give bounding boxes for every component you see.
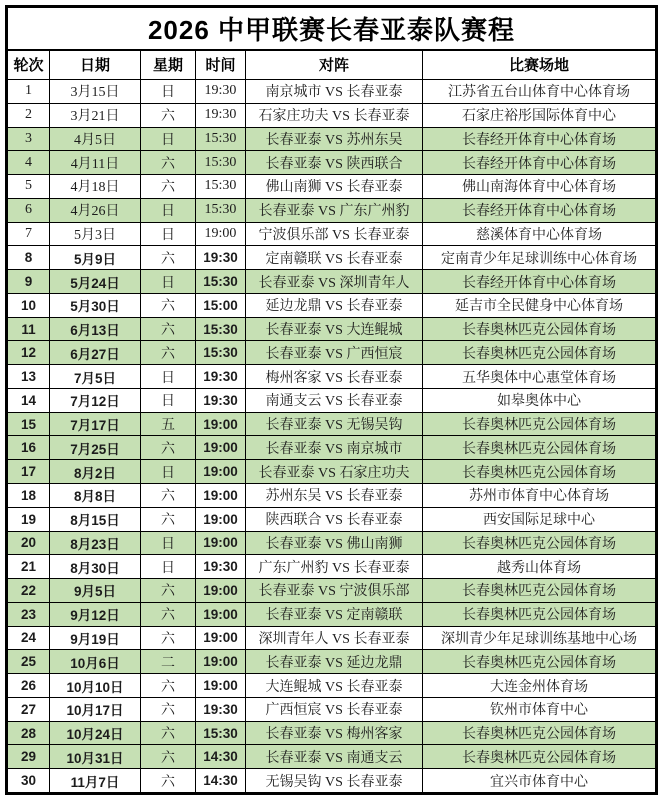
- column-header-time: 时间: [196, 50, 246, 80]
- venue-cell: 越秀山体育场: [423, 555, 656, 579]
- matchup-cell: 长春亚泰 VS 宁波俱乐部: [246, 579, 423, 603]
- date-cell: 7月5日: [50, 365, 141, 389]
- table-row: [8, 388, 656, 412]
- round-cell: 28: [8, 721, 50, 745]
- table-row: [8, 198, 656, 222]
- date-cell: 10月31日: [50, 745, 141, 769]
- matchup-cell: 定南赣联 VS 长春亚泰: [246, 246, 423, 270]
- time-cell: 19:00: [196, 460, 246, 484]
- column-header-matchup: 对阵: [246, 50, 423, 80]
- table-row: [8, 460, 656, 484]
- table-row: [8, 222, 656, 246]
- round-cell: 16: [8, 436, 50, 460]
- table-row: [8, 270, 656, 294]
- matchup-cell: 无锡吴钩 VS 长春亚泰: [246, 769, 423, 793]
- header-row: [8, 50, 656, 80]
- round-cell: 15: [8, 412, 50, 436]
- round-cell: 30: [8, 769, 50, 793]
- schedule-sheet: [5, 5, 658, 795]
- date-cell: 5月24日: [50, 270, 141, 294]
- venue-cell: 石家庄裕彤国际体育中心: [423, 103, 656, 127]
- venue-cell: 长春经开体育中心体育场: [423, 151, 656, 175]
- matchup-cell: 长春亚泰 VS 南通支云: [246, 745, 423, 769]
- round-cell: 5: [8, 175, 50, 199]
- venue-cell: 长春奥林匹克公园体育场: [423, 531, 656, 555]
- time-cell: 19:00: [196, 602, 246, 626]
- weekday-cell: 日: [141, 80, 196, 104]
- matchup-cell: 长春亚泰 VS 广西恒宸: [246, 341, 423, 365]
- matchup-cell: 长春亚泰 VS 广东广州豹: [246, 198, 423, 222]
- round-cell: 18: [8, 484, 50, 508]
- table-row: [8, 103, 656, 127]
- date-cell: 8月15日: [50, 507, 141, 531]
- weekday-cell: 日: [141, 531, 196, 555]
- round-cell: 1: [8, 80, 50, 104]
- round-cell: 2: [8, 103, 50, 127]
- time-cell: 19:30: [196, 388, 246, 412]
- weekday-cell: 日: [141, 127, 196, 151]
- time-cell: 15:30: [196, 341, 246, 365]
- weekday-cell: 六: [141, 436, 196, 460]
- weekday-cell: 六: [141, 175, 196, 199]
- weekday-cell: 日: [141, 555, 196, 579]
- date-cell: 8月23日: [50, 531, 141, 555]
- round-cell: 6: [8, 198, 50, 222]
- weekday-cell: 六: [141, 317, 196, 341]
- table-row: [8, 507, 656, 531]
- weekday-cell: 六: [141, 484, 196, 508]
- time-cell: 19:00: [196, 674, 246, 698]
- venue-cell: 长春奥林匹克公园体育场: [423, 317, 656, 341]
- venue-cell: 西安国际足球中心: [423, 507, 656, 531]
- matchup-cell: 长春亚泰 VS 定南赣联: [246, 602, 423, 626]
- time-cell: 19:00: [196, 222, 246, 246]
- round-cell: 24: [8, 626, 50, 650]
- schedule-table: [7, 7, 656, 793]
- table-row: [8, 293, 656, 317]
- column-header-date: 日期: [50, 50, 141, 80]
- round-cell: 20: [8, 531, 50, 555]
- date-cell: 9月12日: [50, 602, 141, 626]
- round-cell: 23: [8, 602, 50, 626]
- matchup-cell: 长春亚泰 VS 佛山南狮: [246, 531, 423, 555]
- weekday-cell: 六: [141, 293, 196, 317]
- venue-cell: 慈溪体育中心体育场: [423, 222, 656, 246]
- round-cell: 9: [8, 270, 50, 294]
- time-cell: 19:30: [196, 246, 246, 270]
- table-row: [8, 602, 656, 626]
- time-cell: 15:30: [196, 175, 246, 199]
- time-cell: 15:30: [196, 721, 246, 745]
- time-cell: 19:00: [196, 507, 246, 531]
- round-cell: 14: [8, 388, 50, 412]
- weekday-cell: 日: [141, 270, 196, 294]
- table-row: [8, 721, 656, 745]
- matchup-cell: 苏州东吴 VS 长春亚泰: [246, 484, 423, 508]
- weekday-cell: 二: [141, 650, 196, 674]
- table-row: [8, 745, 656, 769]
- time-cell: 15:30: [196, 270, 246, 294]
- round-cell: 27: [8, 697, 50, 721]
- matchup-cell: 南通支云 VS 长春亚泰: [246, 388, 423, 412]
- date-cell: 11月7日: [50, 769, 141, 793]
- time-cell: 14:30: [196, 769, 246, 793]
- matchup-cell: 深圳青年人 VS 长春亚泰: [246, 626, 423, 650]
- time-cell: 19:00: [196, 531, 246, 555]
- time-cell: 14:30: [196, 745, 246, 769]
- column-header-round: 轮次: [8, 50, 50, 80]
- matchup-cell: 广西恒宸 VS 长春亚泰: [246, 697, 423, 721]
- date-cell: 5月9日: [50, 246, 141, 270]
- weekday-cell: 六: [141, 507, 196, 531]
- venue-cell: 长春经开体育中心体育场: [423, 270, 656, 294]
- round-cell: 25: [8, 650, 50, 674]
- table-row: [8, 412, 656, 436]
- date-cell: 9月19日: [50, 626, 141, 650]
- date-cell: 4月26日: [50, 198, 141, 222]
- matchup-cell: 梅州客家 VS 长春亚泰: [246, 365, 423, 389]
- venue-cell: 大连金州体育场: [423, 674, 656, 698]
- weekday-cell: 六: [141, 697, 196, 721]
- matchup-cell: 长春亚泰 VS 延边龙鼎: [246, 650, 423, 674]
- time-cell: 15:00: [196, 293, 246, 317]
- table-row: [8, 365, 656, 389]
- time-cell: 19:00: [196, 650, 246, 674]
- page-title: 2026 中甲联赛长春亚泰队赛程: [8, 8, 656, 50]
- weekday-cell: 日: [141, 365, 196, 389]
- venue-cell: 宜兴市体育中心: [423, 769, 656, 793]
- venue-cell: 长春奥林匹克公园体育场: [423, 650, 656, 674]
- date-cell: 6月13日: [50, 317, 141, 341]
- date-cell: 5月3日: [50, 222, 141, 246]
- date-cell: 9月5日: [50, 579, 141, 603]
- weekday-cell: 六: [141, 745, 196, 769]
- weekday-cell: 六: [141, 626, 196, 650]
- round-cell: 22: [8, 579, 50, 603]
- round-cell: 13: [8, 365, 50, 389]
- matchup-cell: 长春亚泰 VS 大连鲲城: [246, 317, 423, 341]
- matchup-cell: 佛山南狮 VS 长春亚泰: [246, 175, 423, 199]
- date-cell: 7月12日: [50, 388, 141, 412]
- weekday-cell: 六: [141, 602, 196, 626]
- table-row: [8, 151, 656, 175]
- time-cell: 19:30: [196, 555, 246, 579]
- table-row: [8, 341, 656, 365]
- table-row: [8, 626, 656, 650]
- venue-cell: 长春经开体育中心体育场: [423, 127, 656, 151]
- round-cell: 4: [8, 151, 50, 175]
- matchup-cell: 长春亚泰 VS 深圳青年人: [246, 270, 423, 294]
- time-cell: 19:00: [196, 579, 246, 603]
- table-row: [8, 674, 656, 698]
- table-row: [8, 175, 656, 199]
- time-cell: 15:30: [196, 198, 246, 222]
- round-cell: 7: [8, 222, 50, 246]
- venue-cell: 长春奥林匹克公园体育场: [423, 579, 656, 603]
- weekday-cell: 六: [141, 246, 196, 270]
- weekday-cell: 六: [141, 769, 196, 793]
- venue-cell: 长春奥林匹克公园体育场: [423, 602, 656, 626]
- time-cell: 15:30: [196, 127, 246, 151]
- matchup-cell: 广东广州豹 VS 长春亚泰: [246, 555, 423, 579]
- table-row: [8, 650, 656, 674]
- time-cell: 19:30: [196, 697, 246, 721]
- date-cell: 7月25日: [50, 436, 141, 460]
- venue-cell: 深圳青少年足球训练基地中心场: [423, 626, 656, 650]
- date-cell: 10月6日: [50, 650, 141, 674]
- matchup-cell: 长春亚泰 VS 苏州东吴: [246, 127, 423, 151]
- table-row: [8, 697, 656, 721]
- matchup-cell: 长春亚泰 VS 陕西联合: [246, 151, 423, 175]
- round-cell: 11: [8, 317, 50, 341]
- venue-cell: 长春奥林匹克公园体育场: [423, 721, 656, 745]
- matchup-cell: 陕西联合 VS 长春亚泰: [246, 507, 423, 531]
- date-cell: 3月15日: [50, 80, 141, 104]
- table-row: [8, 579, 656, 603]
- date-cell: 4月18日: [50, 175, 141, 199]
- time-cell: 19:30: [196, 103, 246, 127]
- column-header-weekday: 星期: [141, 50, 196, 80]
- date-cell: 4月5日: [50, 127, 141, 151]
- round-cell: 12: [8, 341, 50, 365]
- table-row: [8, 80, 656, 104]
- matchup-cell: 石家庄功夫 VS 长春亚泰: [246, 103, 423, 127]
- date-cell: 8月2日: [50, 460, 141, 484]
- table-row: [8, 555, 656, 579]
- venue-cell: 长春奥林匹克公园体育场: [423, 436, 656, 460]
- venue-cell: 长春奥林匹克公园体育场: [423, 412, 656, 436]
- time-cell: 19:00: [196, 626, 246, 650]
- time-cell: 15:30: [196, 317, 246, 341]
- round-cell: 19: [8, 507, 50, 531]
- date-cell: 4月11日: [50, 151, 141, 175]
- time-cell: 19:30: [196, 365, 246, 389]
- venue-cell: 五华奥体中心惠堂体育场: [423, 365, 656, 389]
- schedule-body: [8, 80, 656, 793]
- time-cell: 15:30: [196, 151, 246, 175]
- matchup-cell: 南京城市 VS 长春亚泰: [246, 80, 423, 104]
- weekday-cell: 日: [141, 222, 196, 246]
- date-cell: 10月24日: [50, 721, 141, 745]
- weekday-cell: 日: [141, 388, 196, 412]
- matchup-cell: 延边龙鼎 VS 长春亚泰: [246, 293, 423, 317]
- matchup-cell: 长春亚泰 VS 南京城市: [246, 436, 423, 460]
- table-row: [8, 317, 656, 341]
- date-cell: 8月8日: [50, 484, 141, 508]
- time-cell: 19:00: [196, 436, 246, 460]
- round-cell: 29: [8, 745, 50, 769]
- weekday-cell: 六: [141, 103, 196, 127]
- matchup-cell: 宁波俱乐部 VS 长春亚泰: [246, 222, 423, 246]
- weekday-cell: 六: [141, 674, 196, 698]
- round-cell: 10: [8, 293, 50, 317]
- title-row: [8, 8, 656, 50]
- matchup-cell: 长春亚泰 VS 石家庄功夫: [246, 460, 423, 484]
- weekday-cell: 五: [141, 412, 196, 436]
- table-row: [8, 246, 656, 270]
- weekday-cell: 六: [141, 341, 196, 365]
- table-row: [8, 531, 656, 555]
- weekday-cell: 日: [141, 460, 196, 484]
- date-cell: 10月10日: [50, 674, 141, 698]
- time-cell: 19:30: [196, 80, 246, 104]
- weekday-cell: 六: [141, 721, 196, 745]
- date-cell: 8月30日: [50, 555, 141, 579]
- round-cell: 17: [8, 460, 50, 484]
- date-cell: 3月21日: [50, 103, 141, 127]
- round-cell: 26: [8, 674, 50, 698]
- matchup-cell: 长春亚泰 VS 无锡吴钩: [246, 412, 423, 436]
- matchup-cell: 长春亚泰 VS 梅州客家: [246, 721, 423, 745]
- round-cell: 8: [8, 246, 50, 270]
- date-cell: 10月17日: [50, 697, 141, 721]
- table-row: [8, 127, 656, 151]
- time-cell: 19:00: [196, 484, 246, 508]
- venue-cell: 定南青少年足球训练中心体育场: [423, 246, 656, 270]
- date-cell: 7月17日: [50, 412, 141, 436]
- date-cell: 5月30日: [50, 293, 141, 317]
- table-row: [8, 436, 656, 460]
- date-cell: 6月27日: [50, 341, 141, 365]
- venue-cell: 苏州市体育中心体育场: [423, 484, 656, 508]
- table-row: [8, 484, 656, 508]
- weekday-cell: 六: [141, 151, 196, 175]
- column-header-venue: 比赛场地: [423, 50, 656, 80]
- venue-cell: 钦州市体育中心: [423, 697, 656, 721]
- venue-cell: 长春奥林匹克公园体育场: [423, 460, 656, 484]
- venue-cell: 佛山南海体育中心体育场: [423, 175, 656, 199]
- weekday-cell: 六: [141, 579, 196, 603]
- matchup-cell: 大连鲲城 VS 长春亚泰: [246, 674, 423, 698]
- venue-cell: 江苏省五台山体育中心体育场: [423, 80, 656, 104]
- weekday-cell: 日: [141, 198, 196, 222]
- venue-cell: 长春奥林匹克公园体育场: [423, 745, 656, 769]
- round-cell: 21: [8, 555, 50, 579]
- venue-cell: 长春奥林匹克公园体育场: [423, 341, 656, 365]
- round-cell: 3: [8, 127, 50, 151]
- venue-cell: 如皋奥体中心: [423, 388, 656, 412]
- time-cell: 19:00: [196, 412, 246, 436]
- venue-cell: 长春经开体育中心体育场: [423, 198, 656, 222]
- venue-cell: 延吉市全民健身中心体育场: [423, 293, 656, 317]
- table-row: [8, 769, 656, 793]
